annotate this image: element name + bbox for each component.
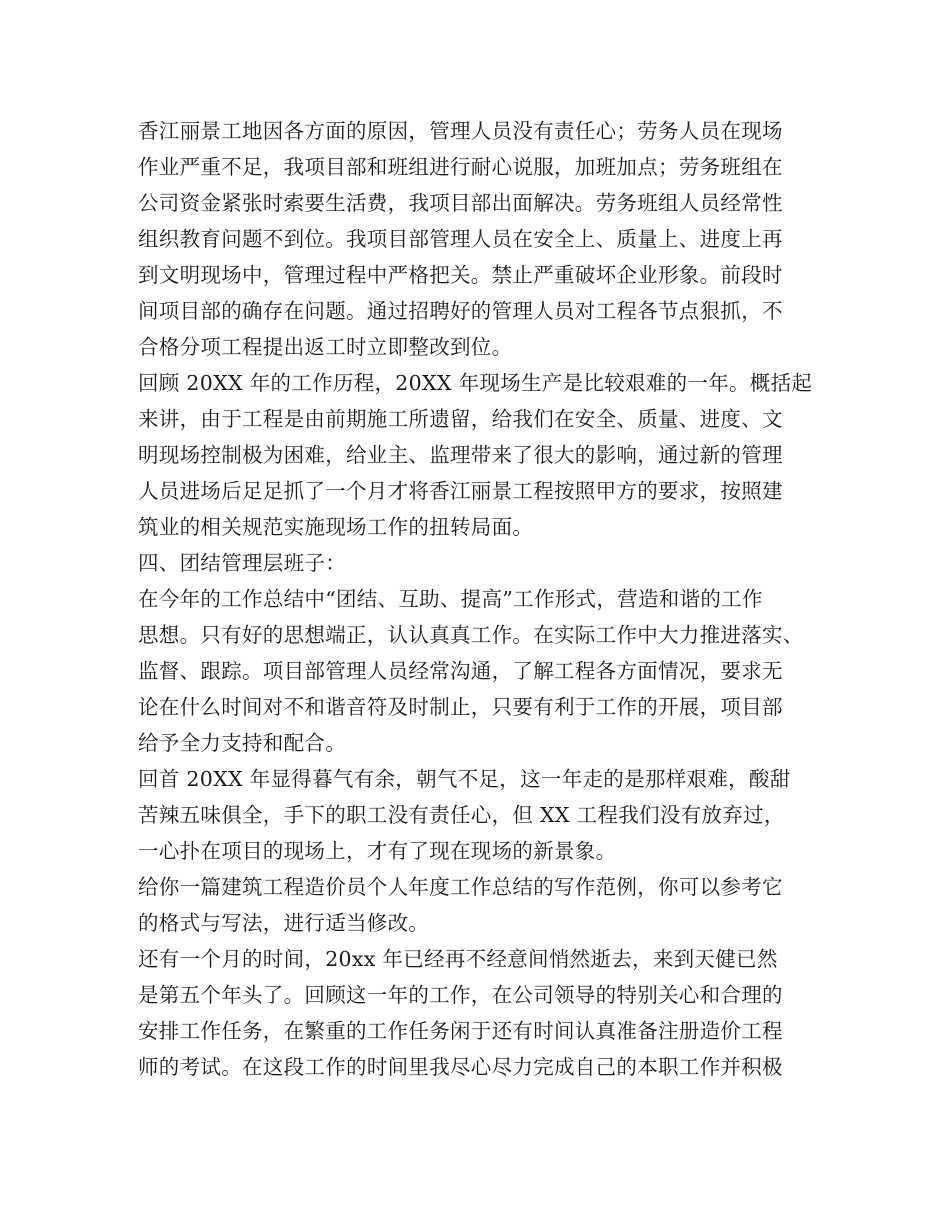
section-heading: 四、团结管理层班子： xyxy=(138,551,346,575)
text-line: 组织教育问题不到位。我项目部管理人员在安全上、质量上、进度上再 xyxy=(138,227,783,251)
text-line: 师的考试。在这段工作的时间里我尽心尽力完成自己的本职工作并积极 xyxy=(138,1055,783,1079)
text-line: 公司资金紧张时索要生活费，我项目部出面解决。劳务班组人员经常性 xyxy=(138,191,783,215)
text-line: 合格分项工程提出返工时立即整改到位。 xyxy=(138,335,513,359)
text-line: 思想。只有好的思想端正，认认真真工作。在实际工作中大力推进落实、 xyxy=(138,623,804,647)
text-line: 香江丽景工地因各方面的原因，管理人员没有责任心；劳务人员在现场 xyxy=(138,119,783,143)
text-line: 监督、跟踪。项目部管理人员经常沟通，了解工程各方面情况，要求无 xyxy=(138,659,783,683)
text-line: 一心扑在项目的现场上，才有了现在现场的新景象。 xyxy=(138,839,617,863)
text-line: 明现场控制极为困难，给业主、监理带来了很大的影响，通过新的管理 xyxy=(138,443,783,467)
text-line: 安排工作任务，在繁重的工作任务闲于还有时间认真准备注册造价工程 xyxy=(138,1019,783,1043)
text-line: 间项目部的确存在问题。通过招聘好的管理人员对工程各节点狠抓，不 xyxy=(138,299,783,323)
text-line: 给予全力支持和配合。 xyxy=(138,731,346,755)
text-line: 回顾 20XX 年的工作历程，20XX 年现场生产是比较艰难的一年。概括起 xyxy=(138,371,813,395)
text-line: 筑业的相关规范实施现场工作的扭转局面。 xyxy=(138,515,534,539)
text-line: 论在什么时间对不和谐音符及时制止，只要有利于工作的开展，项目部 xyxy=(138,695,783,719)
text-line: 给你一篇建筑工程造价员个人年度工作总结的写作范例，你可以参考它 xyxy=(138,875,783,899)
text-line: 是第五个年头了。回顾这一年的工作，在公司领导的特别关心和合理的 xyxy=(138,983,783,1007)
text-line: 的格式与写法，进行适当修改。 xyxy=(138,911,430,935)
text-line: 来讲，由于工程是由前期施工所遗留，给我们在安全、质量、进度、文 xyxy=(138,407,783,431)
document-body xyxy=(138,113,828,1085)
text-line: 在今年的工作总结中“团结、互助、提高”工作形式，营造和谐的工作 xyxy=(138,587,763,611)
text-line: 到文明现场中，管理过程中严格把关。禁止严重破坏企业形象。前段时 xyxy=(138,263,783,287)
text-line: 回首 20XX 年显得暮气有余，朝气不足，这一年走的是那样艰难，酸甜 xyxy=(138,767,791,791)
text-line: 作业严重不足，我项目部和班组进行耐心说服，加班加点；劳务班组在 xyxy=(138,155,783,179)
text-line: 人员进场后足足抓了一个月才将香江丽景工程按照甲方的要求，按照建 xyxy=(138,479,783,503)
text-line: 苦辣五味俱全，手下的职工没有责任心，但 XX 工程我们没有放弃过， xyxy=(138,803,785,827)
text-line: 还有一个月的时间，20xx 年已经再不经意间悄然逝去，来到天健已然 xyxy=(138,947,778,971)
